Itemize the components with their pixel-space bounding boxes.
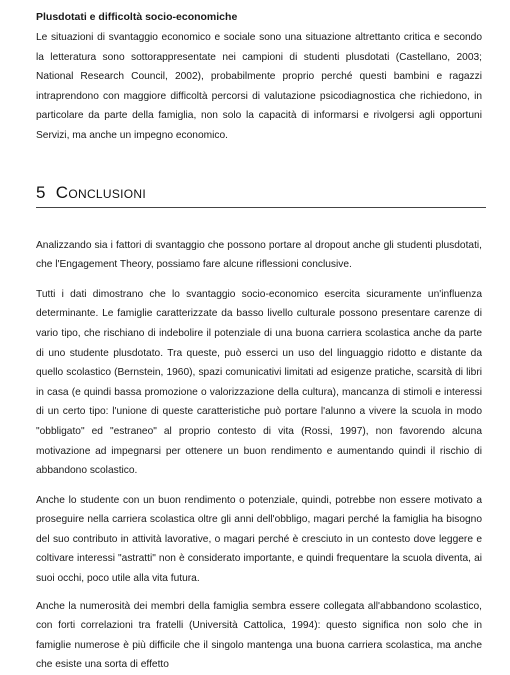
paragraph-intro-conclusions: Analizzando sia i fattori di svantaggio che possono portare al dropout anche gli studenti plusdotati, che l'Engagement Theory, possiamo fare alcune riflessioni conclusive. (36, 239, 482, 271)
sub-heading: Plusdotati e difficoltà socio-economiche (36, 11, 238, 23)
paragraph-family-size: Anche la numerosità dei membri della famiglia sembra essere collegata all'abbandono scolastico, con forti correlazioni tra fratelli (Università Cattolica, 1994): questo significa non solo che in famiglie numerose è più difficile che il singolo mantenga una buona carriera scolastica, ma anche che esiste una sorta di effetto (36, 600, 482, 671)
section-heading (36, 182, 482, 207)
section-number: 5 (36, 182, 46, 202)
paragraph-socioeconomic-disadvantage: Tutti i dati dimostrano che lo svantaggio socio-economico esercita sicuramente un'influenza determinante. Le famiglie caratterizzate da basso livello culturale possono presentare carenze di vario tipo, che rischiano di indebolire il potenziale di una buona carriera scolastica anche da parte di uno studente plusdotato. Tra queste, può esserci un uso del linguaggio ridotto e distante da quello scolastico (Bernstein, 1960), spazi comunicativi limitati ad esigenze pratiche, scarsità di libri in casa (e quindi bassa promozione o valorizzazione della cultura), mancanza di stimoli e interessi di un certo tipo: l'unione di queste caratteristiche può portare l'alunno a vivere la scuola in modo "obbligato" ed "estraneo" al proprio contesto di vita (Rossi, 1997), non favorendo alcuna motivazione ad impegnarsi per ottenere un buon rendimento e aumentando quindi il rischio di abbandono scolastico. (36, 288, 482, 477)
paragraph-socioeconomic: Le situazioni di svantaggio economico e sociale sono una situazione altrettanto critica e secondo la letteratura sono sottorappresentate nei campioni di studenti plusdotati (Castellano, 2003; National Research Council, 2002), probabilmente proprio perché questi bambini e ragazzi intraprendono con maggiore difficoltà percorsi di valutazione psicodiagnostica che richiedono, in particolare da parte della famiglia, non solo la capacità di informarsi e rivolgersi agli opportuni Servizi, ma anche un impegno economico. (36, 32, 482, 141)
section-title: Conclusioni (55, 182, 147, 202)
paragraph-motivation: Anche lo studente con un buon rendimento o potenziale, quindi, potrebbe non essere motivato a proseguire nella carriera scolastica oltre gli anni dell'obbligo, magari perché la famiglia ha bisogno del suo contributo in attività lavorative, o magari perché è cresciuto in un contesto dove leggere e coltivare interessi "astratti" non è considerato importante, e quindi frequentare la scuola diventa, ai suoi occhi, poco utile alla vita futura. (36, 494, 482, 585)
section-divider (36, 207, 486, 208)
